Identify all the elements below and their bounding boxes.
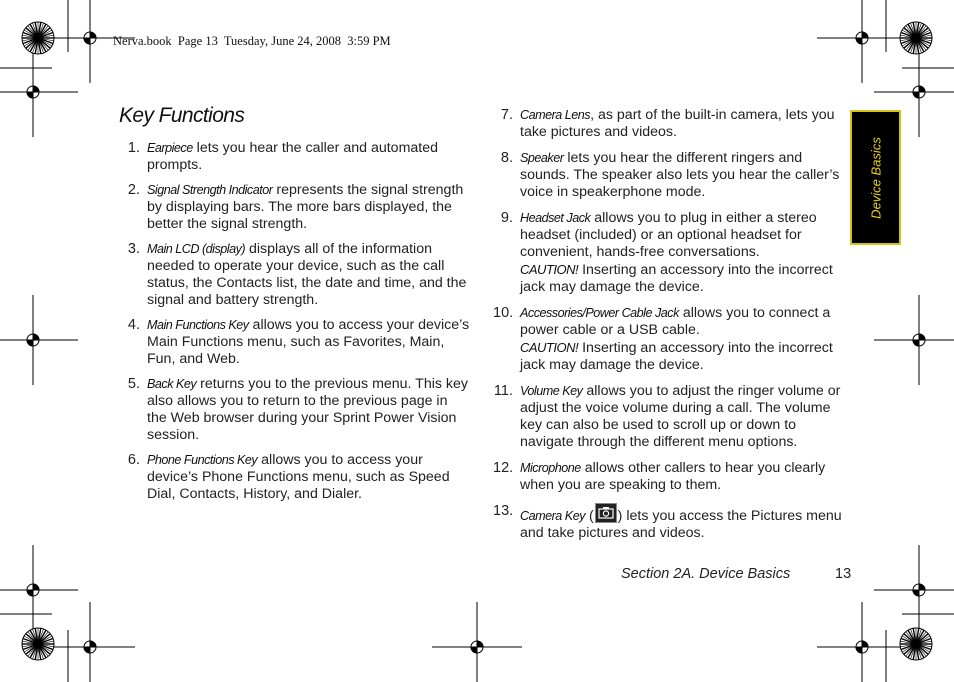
item-number: 10. (493, 305, 514, 321)
list-item (120, 140, 470, 174)
section-tab-label: Device Basics (868, 136, 883, 219)
item-text: allows you to plug in either a stereo headset (included) or an optional headset for convenient, hands-free conversations. (520, 210, 817, 260)
item-number: 5. (127, 376, 140, 392)
crosshair-mark (0, 295, 78, 385)
item-text: allows you to access your device’s Main Functions menu, such as Favorites, Main, Fun, and Web. (147, 317, 470, 367)
item-text: represents the signal strength by displaying bars. The more bars displayed, the better the signal strength. (147, 182, 464, 232)
footer-page-number: 13 (835, 566, 852, 582)
item-number: 11. (493, 383, 513, 399)
item-text: allows other callers to hear you clearly when you are speaking to them. (520, 460, 826, 493)
book-header: Nerva.book Page 13 Tuesday, June 24, 2008 3:59 PM (113, 34, 391, 48)
item-text: lets you hear the caller and automated prompts. (147, 140, 439, 173)
item-term: Microphone (520, 461, 581, 475)
crosshair-mark (0, 545, 78, 635)
item-text: displays all of the information needed to operate your device, such as the call status, the Contacts list, the date and time, and the signal and battery strength. (147, 241, 467, 308)
item-term: Headset Jack (520, 211, 591, 225)
item-text: , as part of the built-in camera, lets you take pictures and videos. (520, 107, 835, 140)
item-text: allows you to connect a power cable or a USB cable. (520, 305, 831, 338)
item-number: 9. (500, 210, 513, 226)
crosshair-mark (817, 0, 907, 83)
item-term: Main Functions Key (147, 318, 249, 332)
right-column (493, 107, 843, 551)
item-text: allows you to access your device’s Phone Functions menu, such as Speed Dial, Contacts, History, and Dialer. (147, 452, 450, 502)
caution-text: Inserting an accessory into the incorrect jack may damage the device. (520, 340, 833, 373)
item-number: 8. (500, 150, 513, 166)
item-term: Back Key (147, 377, 197, 391)
starburst-mark (900, 22, 932, 54)
section-tab (850, 110, 901, 245)
starburst-mark (22, 22, 54, 54)
list-item (493, 503, 843, 542)
item-term: Earpiece (147, 141, 193, 155)
item-text: allows you to adjust the ringer volume or adjust the voice volume during a call. The volume key can also be used to scroll up or down to navigate through the different menu options. (520, 383, 841, 450)
item-number: 6. (127, 452, 140, 468)
list-item (120, 452, 470, 503)
crosshair-mark (45, 602, 135, 682)
item-term: Accessories/Power Cable Jack (520, 306, 679, 320)
caution-note (520, 261, 843, 296)
item-paren: ( (585, 508, 594, 524)
crosshair-mark (432, 602, 522, 682)
item-text: ) lets you access the Pictures menu and take pictures and videos. (520, 508, 842, 541)
item-text: lets you hear the different ringers and sounds. The speaker also lets you hear the caller’s voice in speakerphone mode. (520, 150, 840, 200)
item-number: 12. (493, 460, 514, 476)
caution-text: Inserting an accessory into the incorrect jack may damage the device. (520, 262, 833, 295)
list-item (120, 317, 470, 368)
camera-icon (595, 503, 617, 523)
starburst-mark (900, 628, 932, 660)
caution-label: CAUTION! (520, 262, 579, 277)
list-item (493, 210, 843, 296)
list-item (493, 460, 843, 494)
list-item (493, 383, 843, 451)
item-number: 4. (127, 317, 140, 333)
item-number: 3. (127, 241, 140, 257)
starburst-mark (22, 628, 54, 660)
item-number: 7. (500, 107, 513, 123)
left-column (120, 140, 470, 511)
list-item (493, 107, 843, 141)
item-number: 13. (493, 503, 514, 519)
item-term: Camera Key (520, 509, 585, 523)
list-item (493, 150, 843, 201)
crosshair-mark (874, 545, 954, 635)
item-term: Signal Strength Indicator (147, 183, 273, 197)
crosshair-mark (874, 295, 954, 385)
footer-section: Section 2A. Device Basics (621, 566, 791, 582)
list-item (120, 182, 470, 233)
caution-note (520, 339, 843, 374)
list-item (120, 241, 470, 309)
item-term: Phone Functions Key (147, 453, 258, 467)
item-term: Speaker (520, 151, 564, 165)
item-term: Camera Lens (520, 108, 591, 122)
list-item (493, 305, 843, 374)
item-term: Main LCD (display) (147, 242, 246, 256)
list-item (120, 376, 470, 444)
item-text: returns you to the previous menu. This key also allows you to return to the previous page in the Web browser during your Sprint Power Vision session. (147, 376, 469, 443)
item-term: Volume Key (520, 384, 583, 398)
crosshair-mark (0, 47, 78, 137)
item-number: 2. (127, 182, 140, 198)
crosshair-mark (817, 602, 907, 682)
item-number: 1. (127, 140, 140, 156)
caution-label: CAUTION! (520, 340, 579, 355)
page-title: Key Functions (119, 104, 245, 127)
